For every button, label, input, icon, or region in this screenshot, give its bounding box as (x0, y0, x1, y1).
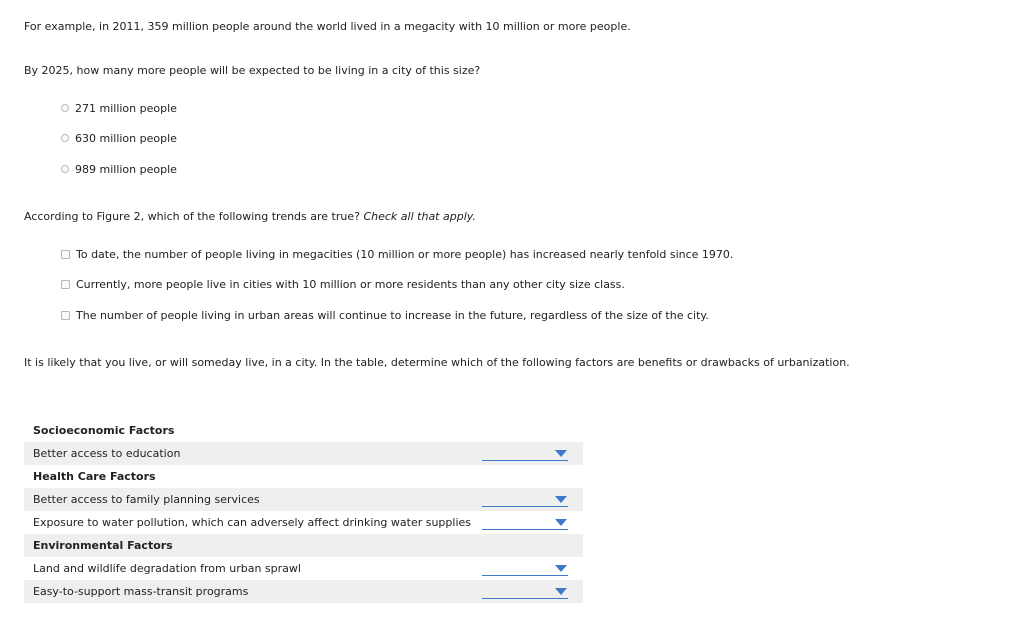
benefit-drawback-dropdown[interactable] (482, 561, 568, 576)
question-2-instruction: Check all that apply. (363, 210, 476, 223)
factor-label: Land and wildlife degradation from urban sprawl (33, 562, 301, 575)
dropdown-arrow-icon[interactable] (555, 496, 567, 503)
benefit-drawback-dropdown[interactable] (482, 492, 568, 507)
radio-option-label: 630 million people (75, 131, 177, 145)
radio-option-label: 271 million people (75, 101, 177, 115)
benefit-drawback-dropdown[interactable] (482, 446, 568, 461)
section-heading: Socioeconomic Factors (33, 424, 175, 437)
intro-text: For example, in 2011, 359 million people around the world lived in a megacity with 10 million or more people. (24, 20, 631, 33)
radio-option-label: 989 million people (75, 162, 177, 176)
question-2-prompt (24, 210, 476, 223)
dropdown-arrow-icon[interactable] (555, 588, 567, 595)
section-heading: Environmental Factors (33, 539, 173, 552)
checkbox-option-continue-increase[interactable] (61, 308, 709, 322)
benefit-drawback-dropdown[interactable] (482, 584, 568, 599)
radio-button[interactable] (61, 165, 69, 173)
radio-option-989[interactable] (61, 162, 177, 176)
table-row (24, 442, 583, 465)
dropdown-arrow-icon[interactable] (555, 450, 567, 457)
question-1-prompt: By 2025, how many more people will be expected to be living in a city of this size? (24, 64, 481, 77)
table-header-row (24, 419, 583, 442)
table-row (24, 557, 583, 580)
factor-label: Exposure to water pollution, which can adversely affect drinking water supplies (33, 516, 472, 529)
factor-label: Better access to family planning services (33, 493, 260, 506)
dropdown-arrow-icon[interactable] (555, 565, 567, 572)
radio-option-630[interactable] (61, 131, 177, 145)
factors-table (24, 419, 583, 603)
question-3-prompt: It is likely that you live, or will someday live, in a city. In the table, determine which of the following factors are benefits or drawbacks of urbanization. (24, 356, 850, 369)
checkbox-option-tenfold[interactable] (61, 247, 733, 261)
section-heading: Health Care Factors (33, 470, 156, 483)
checkbox-option-label: To date, the number of people living in megacities (10 million or more people) has increased nearly tenfold since 1970. (76, 247, 734, 261)
question-2-text: According to Figure 2, which of the following trends are true? (24, 210, 360, 223)
radio-option-271[interactable] (61, 101, 177, 115)
table-row (24, 580, 583, 603)
benefit-drawback-dropdown[interactable] (482, 515, 568, 530)
table-header-row (24, 465, 583, 488)
dropdown-arrow-icon[interactable] (555, 519, 567, 526)
radio-button[interactable] (61, 134, 69, 142)
table-row (24, 488, 583, 511)
checkbox-option-label: Currently, more people live in cities with 10 million or more residents than any other city size class. (76, 277, 625, 291)
checkbox-option-most-people[interactable] (61, 277, 625, 291)
checkbox[interactable] (61, 311, 70, 320)
table-header-row (24, 534, 583, 557)
table-row (24, 511, 583, 534)
factor-label: Easy-to-support mass-transit programs (33, 585, 249, 598)
checkbox[interactable] (61, 250, 70, 259)
checkbox[interactable] (61, 280, 70, 289)
radio-button[interactable] (61, 104, 69, 112)
checkbox-option-label: The number of people living in urban areas will continue to increase in the future, regardless of the size of the city. (76, 308, 709, 322)
factor-label: Better access to education (33, 447, 181, 460)
